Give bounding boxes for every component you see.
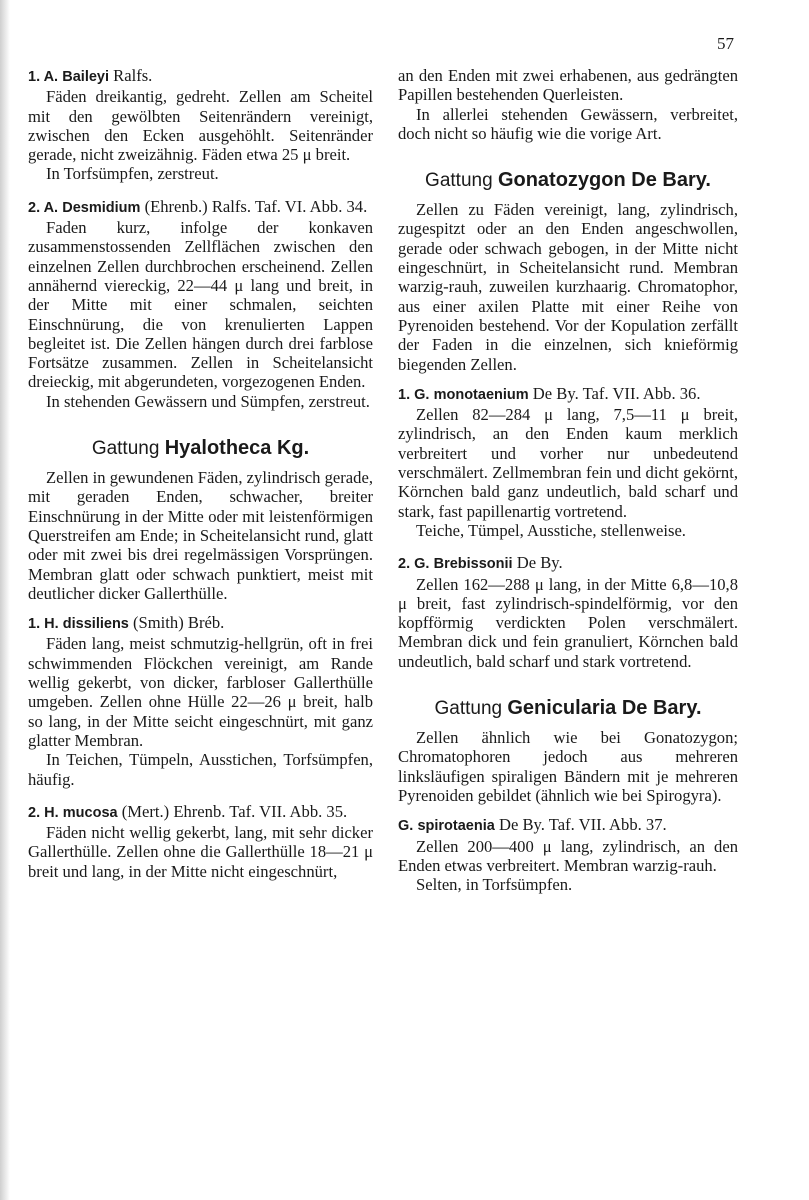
entry-description: Zellen 162—288 μ lang, in der Mitte 6,8—10,8 μ breit, fast zylindrisch-spindelförmig, vor den kopfförmig verdickten Polen verschmälert. Membran dick und fein granuliert, Körnchen bald undeutlich, bald scharf und stark vortretend. (398, 574, 738, 671)
species-name: monotaenium (433, 386, 529, 403)
species-author: (Ehrenb.) Ralfs. Taf. VI. Abb. 34. (140, 196, 368, 216)
entry-heading (28, 66, 373, 87)
entry-heading (398, 815, 738, 836)
genus-description: Zellen zu Fäden vereinigt, lang, zylindrisch, zugespitzt oder an den Enden angeschwollen, gerade oder schwach gebogen, in der Mitte nicht eingeschnürt, in Scheitelansicht rund. Membran warzig-rauh, zuweilen kurzhaarig. Chromatophor, aus einer axilen Platte mit einer Reihe von Pyrenoiden bestehend. Vor der Kopulation zerfällt der Faden in die einzelnen, sich knieförmig biegenden Zellen. (398, 200, 738, 374)
species-entry-baileyi (28, 66, 373, 184)
species-entry-desmidium (28, 197, 373, 411)
entry-description: Faden kurz, infolge der konkaven zusammenstossenden Zellflächen zwischen den einzelnen Zellen durchbrochen erscheinend. Zellen annähernd viereckig, 22—44 μ lang und breit, in der Mitte mit einer schmalen, seichten Einschnürung, die von krenulierten Lappen begleitet ist. Die Zellen hängen durch drei farblose Fortsätze zusammen. Zellen in Scheitelansicht dreieckig, mit abgerundeten, vorgezogenen Enden. (28, 218, 373, 392)
species-name: spirotaenia (417, 818, 495, 835)
entry-habitat: In Torfsümpfen, zerstreut. (46, 164, 219, 184)
species-name: mucosa (62, 804, 118, 821)
species-name: dissiliens (62, 616, 129, 633)
entry-description: Fäden lang, meist schmutzig-hellgrün, oft in frei schwimmenden Flöckchen vereinigt, am Rande wellig gekerbt, von dicker, farbloser Gallerthülle umgeben. Zellen ohne Hülle 22—26 μ breit, halb so lang, in der Mitte seicht eingeschnürt, mit ganz glatter Membran. (28, 634, 373, 750)
entry-habitat: Teiche, Tümpel, Ausstiche, stellenweise. (416, 520, 686, 540)
genus-prefix: Gattung (434, 698, 508, 720)
entry-habitat: In stehenden Gewässern und Sümpfen, zerstreut. (46, 391, 370, 411)
page-number: 57 (717, 34, 734, 53)
species-entry-dissiliens (28, 613, 373, 789)
entry-number: 2. H. (28, 804, 59, 821)
entry-heading (398, 384, 738, 405)
entry-description: Zellen 82—284 μ lang, 7,5—11 μ breit, zylindrisch, an den Enden kaum merklich verbreitert und vorher nur unbedeutend verschmälert. Zellmembran fein und dicht gekörnt, Körnchen bald ganz undeutlich, bald scharf und stark, fast papillenartig vortretend. (398, 405, 738, 521)
entry-habitat: Selten, in Torfsümpfen. (416, 875, 573, 895)
genus-prefix: Gattung (425, 170, 498, 192)
genus-heading-genicularia (398, 695, 738, 722)
entry-number: 2. G. (398, 556, 430, 573)
entry-description: Fäden nicht wellig gekerbt, lang, mit sehr dicker Gallerthülle. Zellen ohne die Gallerthülle 18—21 μ breit und lang, in der Mitte nicht eingeschnürt, (28, 823, 373, 881)
species-author: Ralfs. (109, 66, 153, 85)
species-author: De By. Taf. VII. Abb. 36. (528, 383, 701, 403)
page-edge-shadow (0, 0, 10, 1200)
genus-heading-gonatozygon (398, 167, 738, 194)
entry-number: 1. G. (398, 386, 430, 403)
genus-description: Zellen ähnlich wie bei Gonatozygon; Chromatophoren jedoch aus mehreren linksläufigen spiraligen Bändern mit je mehreren Pyrenoiden gebildet (ähnlich wie bei Spirogyra). (398, 728, 738, 805)
entry-heading (398, 553, 738, 574)
genus-name: Genicularia De Bary. (507, 697, 702, 720)
entry-heading (28, 613, 373, 634)
entry-number: 1. A. (28, 69, 59, 85)
species-name: Desmidium (62, 199, 141, 216)
species-entry-spirotaenia (398, 815, 738, 894)
continuation-habitat: In allerlei stehenden Gewässern, verbreitet, doch nicht so häufig wie die vorige Art. (398, 104, 738, 143)
species-name: Baileyi (62, 69, 109, 85)
genus-prefix: Gattung (91, 438, 165, 460)
entry-description: Fäden dreikantig, gedreht. Zellen am Scheitel mit den gewölbten Seitenrändern vereinigt, zwischen den Ecken ausgehöhlt. Seitenränder gerade, nicht zweizähnig. Fäden etwa 25 μ breit. (28, 87, 373, 165)
species-author: (Smith) Bréb. (128, 613, 225, 633)
genus-name: Gonatozygon De Bary. (497, 169, 711, 192)
species-entry-mucosa (28, 802, 373, 881)
entry-description: Zellen 200—400 μ lang, zylindrisch, an den Enden etwas verbreitert. Membran warzig-rauh. (398, 836, 738, 875)
genus-heading-hyalotheca (28, 435, 373, 462)
species-entry-brebissonii (398, 553, 738, 671)
entry-habitat: In Teichen, Tümpeln, Ausstichen, Torfsümpfen, häufig. (28, 750, 373, 789)
continuation-text: an den Enden mit zwei erhabenen, aus gedrängten Papillen bestehenden Querleisten. (398, 66, 738, 105)
species-name: Brebissonii (433, 556, 513, 573)
species-author: De By. Taf. VII. Abb. 37. (494, 815, 667, 835)
species-entry-monotaenium (398, 384, 738, 540)
entry-number: 2. A. (28, 199, 59, 216)
entry-number: G. (398, 818, 414, 835)
entry-heading (28, 802, 373, 823)
genus-description: Zellen in gewundenen Fäden, zylindrisch gerade, mit geraden Enden, schwacher, breiter Einschnürung in der Mitte oder mit leistenförmigen Querstreifen am Ende; in Scheitelansicht rund, glatt oder mit zwei bis drei regelmässigen Vorsprüngen. Membran glatt oder schwach punktiert, meist mit deutlicher dicker Gallerthülle. (28, 468, 373, 603)
species-author: De By. (512, 553, 563, 573)
entry-heading (28, 197, 373, 218)
right-column (398, 66, 738, 898)
genus-name: Hyalotheca Kg. (164, 437, 310, 460)
species-author: (Mert.) Ehrenb. Taf. VII. Abb. 35. (117, 801, 348, 821)
entry-number: 1. H. (28, 616, 59, 633)
left-column (28, 66, 373, 885)
